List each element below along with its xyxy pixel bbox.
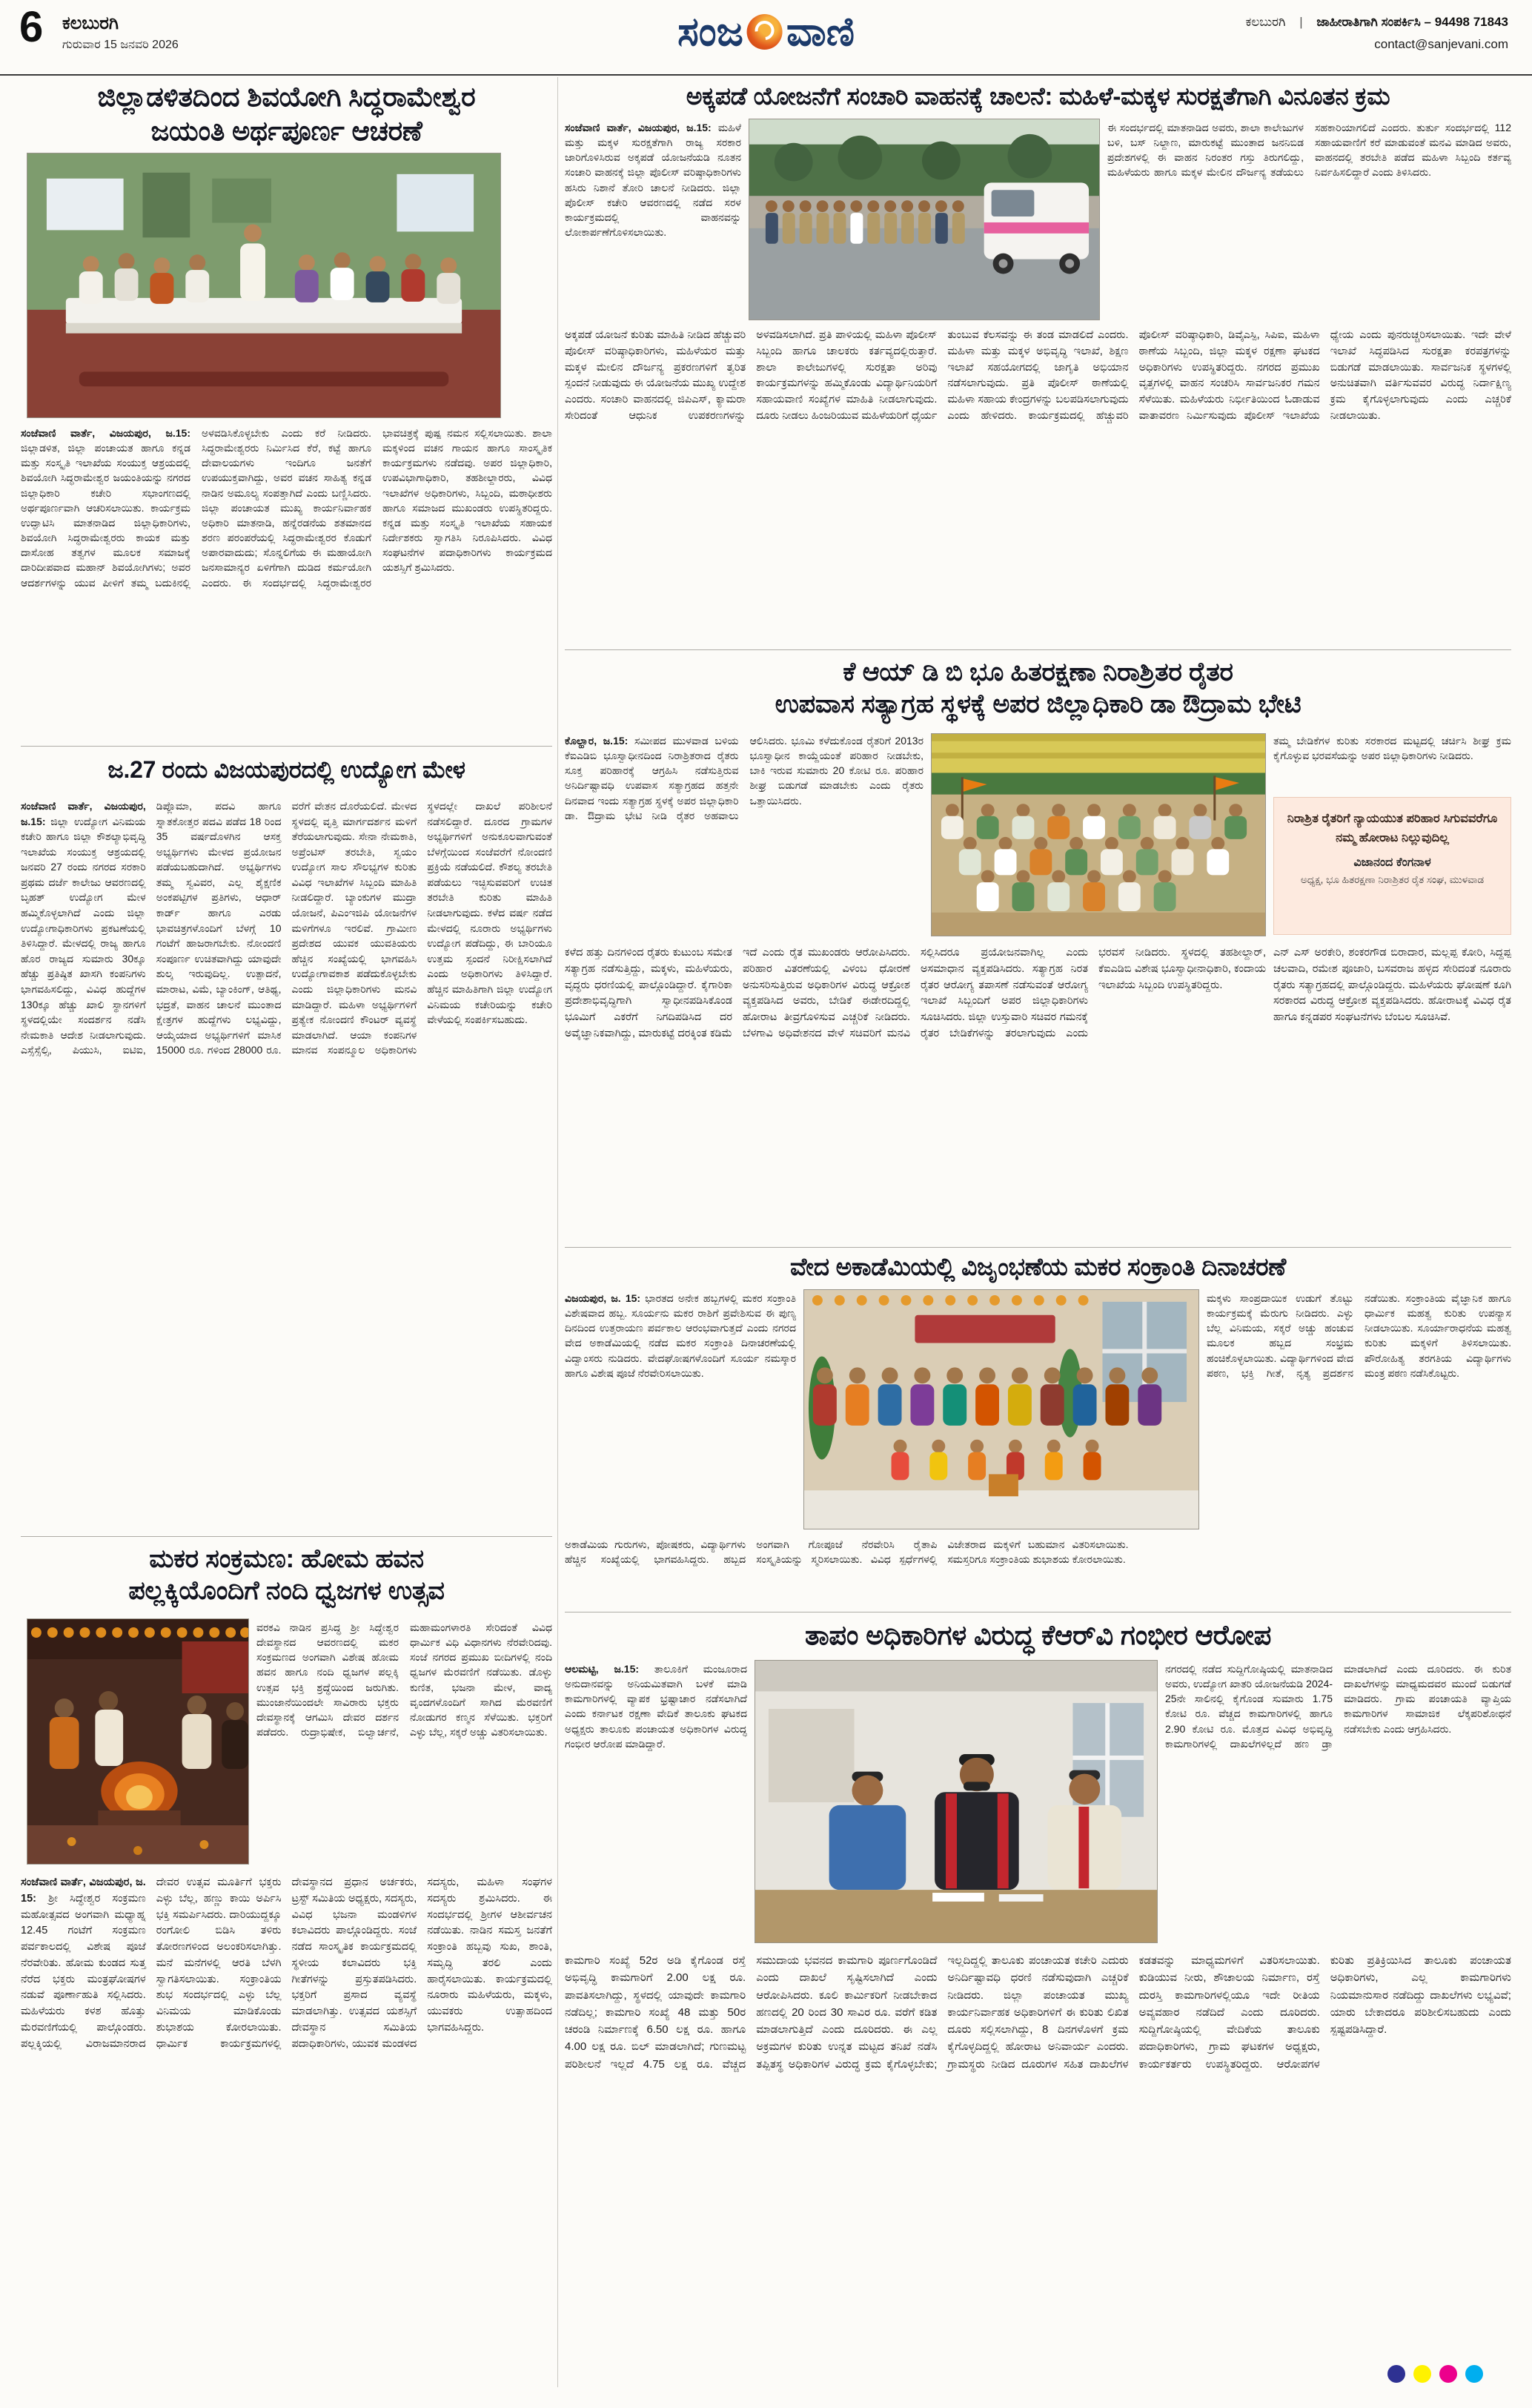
- pull-quote-role: ಅಧ್ಯಕ್ಷ, ಭೂ ಹಿತರಕ್ಷಣಾ ನಿರಾಶ್ರಿತರ ರೈತ ಸಂಘ, ಮುಳವಾಡ: [1300, 874, 1485, 886]
- contact-city: ಕಲಬುರಗಿ: [1245, 15, 1286, 29]
- tapam-body-bottom: [565, 1952, 1511, 2381]
- masthead-text-right: ವಾಣಿ: [786, 10, 855, 54]
- jobfair-headline: [21, 755, 552, 785]
- article-vehicle: [565, 79, 1511, 646]
- jobfair-body: [21, 798, 552, 1529]
- headline-line-1: ಜ.27 ರಂದು ವಿಜಯಪುರದಲ್ಲಿ ಉದ್ಯೋಗ ಮೇಳ: [107, 756, 465, 783]
- sankramana-photo: [27, 1618, 249, 1865]
- headline-line-1: ಅಕ್ಕಪಡೆ ಯೋಜನೆಗೆ ಸಂಚಾರಿ ವಾಹನಕ್ಕೆ ಚಾಲನೆ: ಮಹಿಳೆ-ಮಕ್ಕಳ ಸುರಕ್ಷತೆಗಾಗಿ ವಿನೂತನ ಕ್ರಮ: [686, 82, 1390, 110]
- headline-line-1: ಕೆ ಆಯ್ ಡಿ ಬಿ ಭೂ ಹಿತರಕ್ಷಣಾ ನಿರಾಶ್ರಿತರ ರೈತರ: [843, 658, 1233, 687]
- pull-quote-text: ನಿರಾಶ್ರಿತ ರೈತರಿಗೆ ನ್ಯಾಯಯುತ ಪರಿಹಾರ ಸಿಗುವವರೆಗೂ ನಮ್ಮ ಹೋರಾಟ ನಿಲ್ಲುವುದಿಲ್ಲ: [1287, 812, 1498, 844]
- kiadb-body-right-bottom: [1273, 945, 1511, 1239]
- byline: ಕೊಲ್ಹಾರ, ಜ.15:: [565, 735, 629, 747]
- page-number: 6: [19, 3, 44, 51]
- body-paragraph: ಎನ್ ಎಸ್ ಅರಕೇರಿ, ಶಂಕರಗೌಡ ಬಿರಾದಾರ, ಮಲ್ಲಪ್ಪ ಕೋರಿ, ಸಿದ್ದಪ್ಪ ಚಲವಾದಿ, ರಮೇಶ ಪೂಜಾರಿ, ಬಸವರಾಜ ಹಳ್ಳದ ಸೇರಿದಂತೆ ನೂರಾರು ರೈತರು ಸತ್ಯಾಗ್ರಹದಲ್ಲಿ ಪಾಲ್ಗೊಂಡಿದ್ದರು. ಮಹಿಳೆಯರು ಘೋಷಣೆ ಕೂಗಿ ಸರಕಾರದ ವಿರುದ್ಧ ಆಕ್ರೋಶ ವ್ಯಕ್ತಪಡಿಸಿದರು. ಹೋರಾಟಕ್ಕೆ ವಿವಿಧ ರೈತ ಹಾಗೂ ಕನ್ನಡಪರ ಸಂಘಟನೆಗಳು ಬೆಂಬಲ ಸೂಚಿಸಿವೆ.: [1273, 947, 1511, 1023]
- tapam-body-left: [565, 1661, 747, 1943]
- article-jayanti: [21, 79, 552, 744]
- tapam-photo: [755, 1660, 1158, 1943]
- body-paragraph: ಕಾಮಗಾರಿ ಸಂಖ್ಯೆ 52ರ ಅಡಿ ಕೈಗೊಂಡ ರಸ್ತೆ ಅಭಿವೃದ್ಧಿ ಕಾಮಗಾರಿಗೆ 2.00 ಲಕ್ಷ ರೂ. ಪಾವತಿಸಲಾಗಿದ್ದು, ಸ್ಥಳದಲ್ಲಿ ಯಾವುದೇ ಕಾಮಗಾರಿ ನಡೆದಿಲ್ಲ; ಕಾಮಗಾರಿ ಸಂಖ್ಯೆ 48 ಮತ್ತು 50ರ ಚರಂಡಿ ನಿರ್ಮಾಣಕ್ಕೆ 6.50 ಲಕ್ಷ ರೂ. ಹಾಗೂ 4.00 ಲಕ್ಷ ರೂ. ಬಿಲ್ ಮಾಡಲಾಗಿದೆ; ಗುಣಮಟ್ಟ ಪರಿಶೀಲನೆ ಇಲ್ಲದೆ 4.75 ಲಕ್ಷ ರೂ. ವೆಚ್ಚದ ಸಮುದಾಯ ಭವನದ ಕಾಮಗಾರಿ ಪೂರ್ಣಗೊಂಡಿದೆ ಎಂದು ದಾಖಲೆ ಸೃಷ್ಟಿಸಲಾಗಿದೆ ಎಂದು ಆರೋಪಿಸಿದರು. ಕೂಲಿ ಕಾರ್ಮಿಕರಿಗೆ ನೀಡಬೇಕಾದ ಹಣದಲ್ಲಿ 20 ರಿಂದ 30 ಸಾವಿರ ರೂ. ವರೆಗೆ ಕಡಿತ ಮಾಡಲಾಗುತ್ತಿದೆ ಎಂದು ದೂರಿದರು. ಈ ಎಲ್ಲ ಅಕ್ರಮಗಳ ಕುರಿತು ಉನ್ನತ ಮಟ್ಟದ ತನಿಖೆ ನಡೆಸಿ ತಪ್ಪಿತಸ್ಥ ಅಧಿಕಾರಿಗಳ ವಿರುದ್ಧ ಕ್ರಮ ಕೈಗೊಳ್ಳಬೇಕು; ಇಲ್ಲದಿದ್ದಲ್ಲಿ ತಾಲೂಕು ಪಂಚಾಯತ ಕಚೇರಿ ಎದುರು ಅನಿರ್ದಿಷ್ಟಾವಧಿ ಧರಣಿ ನಡೆಸುವುದಾಗಿ ಎಚ್ಚರಿಕೆ ನೀಡಿದರು. ಜಿಲ್ಲಾ ಪಂಚಾಯತ ಮುಖ್ಯ ಕಾರ್ಯನಿರ್ವಾಹಕ ಅಧಿಕಾರಿಗಳಿಗೆ ಈ ಕುರಿತು ಲಿಖಿತ ದೂರು ಸಲ್ಲಿಸಲಾಗಿದ್ದು, 8 ದಿನಗಳೊಳಗೆ ಕ್ರಮ ಕೈಗೊಳ್ಳದಿದ್ದಲ್ಲಿ ಹೋರಾಟ ಅನಿವಾರ್ಯ ಎಂದರು. ಗ್ರಾಮಸ್ಥರು ನೀಡಿದ ದೂರುಗಳ ಸಹಿತ ದಾಖಲೆಗಳ ಕಡತವನ್ನು ಮಾಧ್ಯಮಗಳಿಗೆ ವಿತರಿಸಲಾಯಿತು. ಕುಡಿಯುವ ನೀರು, ಶೌಚಾಲಯ ನಿರ್ಮಾಣ, ರಸ್ತೆ ದುರಸ್ತಿ ಕಾಮಗಾರಿಗಳಲ್ಲಿಯೂ ಇದೇ ರೀತಿಯ ಅವ್ಯವಹಾರ ನಡೆದಿದೆ ಎಂದು ದೂರಿದರು. ಸುದ್ದಿಗೋಷ್ಠಿಯಲ್ಲಿ ವೇದಿಕೆಯ ತಾಲೂಕು ಪದಾಧಿಕಾರಿಗಳು, ಗ್ರಾಮ ಘಟಕಗಳ ಅಧ್ಯಕ್ಷರು, ಕಾರ್ಯಕರ್ತರು ಉಪಸ್ಥಿತರಿದ್ದರು. ಆರೋಪಗಳ ಕುರಿತು ಪ್ರತಿಕ್ರಿಯಿಸಿದ ತಾಲೂಕು ಪಂಚಾಯತ ಅಧಿಕಾರಿಗಳು, ಎಲ್ಲ ಕಾಮಗಾರಿಗಳು ನಿಯಮಾನುಸಾರ ನಡೆದಿದ್ದು ದಾಖಲೆಗಳು ಲಭ್ಯವಿವೆ; ಯಾರು ಬೇಕಾದರೂ ಪರಿಶೀಲಿಸಬಹುದು ಎಂದು ಸ್ಪಷ್ಟಪಡಿಸಿದ್ದಾರೆ.: [565, 1954, 1511, 2071]
- article-sankramana: [21, 1536, 552, 2386]
- jayanti-photo: [27, 153, 501, 418]
- jayanti-body: [21, 426, 552, 741]
- byline: ಸಂಜೆವಾಣಿ ವಾರ್ತೆ, ವಿಜಯಪುರ, ಜ.15:: [21, 800, 146, 827]
- print-registration-marks: [1387, 2365, 1483, 2383]
- jayanti-headline: [21, 80, 552, 148]
- body-paragraph: ಈ ಸಂದರ್ಭದಲ್ಲಿ ಮಾತನಾಡಿದ ಅವರು, ಶಾಲಾ ಕಾಲೇಜುಗಳ ಬಳಿ, ಬಸ್ ನಿಲ್ದಾಣ, ಮಾರುಕಟ್ಟೆ ಮುಂತಾದ ಜನನಿಬಿಡ ಪ್ರದೇಶಗಳಲ್ಲಿ ಈ ವಾಹನ ನಿರಂತರ ಗಸ್ತು ತಿರುಗಲಿದ್ದು, ಮಹಿಳೆಯರು ಹಾಗೂ ಮಕ್ಕಳ ಮೇಲಿನ ದೌರ್ಜನ್ಯ ತಡೆಯಲು ಸಹಕಾರಿಯಾಗಲಿದೆ ಎಂದರು. ತುರ್ತು ಸಂದರ್ಭದಲ್ಲಿ 112 ಸಹಾಯವಾಣಿಗೆ ಕರೆ ಮಾಡುವಂತೆ ಮನವಿ ಮಾಡಿದ ಅವರು, ವಾಹನದಲ್ಲಿ ತರಬೇತಿ ಪಡೆದ ಮಹಿಳಾ ಸಿಬ್ಬಂದಿ ಕರ್ತವ್ಯ ನಿರ್ವಹಿಸಲಿದ್ದಾರೆ ಎಂದು ತಿಳಿಸಿದರು.: [1107, 122, 1511, 179]
- tapam-body-right: [1165, 1661, 1511, 1943]
- body-paragraph: ತಮ್ಮ ಬೇಡಿಕೆಗಳ ಕುರಿತು ಸರಕಾರದ ಮಟ್ಟದಲ್ಲಿ ಚರ್ಚಿಸಿ ಶೀಘ್ರ ಕ್ರಮ ಕೈಗೊಳ್ಳುವ ಭರವಸೆಯನ್ನು ಅಪರ ಜಿಲ್ಲಾಧಿಕಾರಿಗಳು ನೀಡಿದರು.: [1273, 735, 1511, 762]
- byline: ಆಲಮಟ್ಟಿ, ಜ.15:: [565, 1663, 640, 1675]
- body-paragraph: ಕಳೆದ ಹತ್ತು ದಿನಗಳಿಂದ ರೈತರು ಕುಟುಂಬ ಸಮೇತ ಸತ್ಯಾಗ್ರಹ ನಡೆಸುತ್ತಿದ್ದು, ಮಕ್ಕಳು, ಮಹಿಳೆಯರು, ವೃದ್ಧರು ಧರಣಿಯಲ್ಲಿ ಪಾಲ್ಗೊಂಡಿದ್ದಾರೆ. ಕೈಗಾರಿಕಾ ಪ್ರದೇಶಾಭಿವೃದ್ಧಿಗಾಗಿ ಸ್ವಾಧೀನಪಡಿಸಿಕೊಂಡ ಭೂಮಿಗೆ ಎಕರೆಗೆ ನಿಗದಿಪಡಿಸಿದ ದರ ಅವೈಜ್ಞಾನಿಕವಾಗಿದ್ದು, ಮಾರುಕಟ್ಟೆ ದರಕ್ಕಿಂತ ಕಡಿಮೆ ಇದೆ ಎಂದು ರೈತ ಮುಖಂಡರು ಆರೋಪಿಸಿದರು. ಪರಿಹಾರ ವಿತರಣೆಯಲ್ಲಿ ವಿಳಂಬ ಧೋರಣೆ ಅನುಸರಿಸುತ್ತಿರುವ ಅಧಿಕಾರಿಗಳ ವಿರುದ್ಧ ಆಕ್ರೋಶ ವ್ಯಕ್ತಪಡಿಸಿದ ಅವರು, ಬೇಡಿಕೆ ಈಡೇರದಿದ್ದಲ್ಲಿ ಹೋರಾಟ ತೀವ್ರಗೊಳಿಸುವ ಎಚ್ಚರಿಕೆ ನೀಡಿದರು. ಬೆಳಗಾವಿ ಅಧಿವೇಶನದ ವೇಳೆ ಸಚಿವರಿಗೆ ಮನವಿ ಸಲ್ಲಿಸಿದರೂ ಪ್ರಯೋಜನವಾಗಿಲ್ಲ ಎಂದು ಅಸಮಾಧಾನ ವ್ಯಕ್ತಪಡಿಸಿದರು. ಸತ್ಯಾಗ್ರಹ ನಿರತ ರೈತರ ಆರೋಗ್ಯ ತಪಾಸಣೆ ನಡೆಸುವಂತೆ ಆರೋಗ್ಯ ಇಲಾಖೆ ಸಿಬ್ಬಂದಿಗೆ ಅಪರ ಜಿಲ್ಲಾಧಿಕಾರಿಗಳು ಸೂಚಿಸಿದರು. ಜಿಲ್ಲಾ ಉಸ್ತುವಾರಿ ಸಚಿವರ ಗಮನಕ್ಕೆ ರೈತರ ಬೇಡಿಕೆಗಳನ್ನು ತರಲಾಗುವುದು ಎಂದು ಭರವಸೆ ನೀಡಿದರು. ಸ್ಥಳದಲ್ಲಿ ತಹಶೀಲ್ದಾರ್, ಕೆಐಎಡಿಬಿ ವಿಶೇಷ ಭೂಸ್ವಾಧೀನಾಧಿಕಾರಿ, ಕಂದಾಯ ಇಲಾಖೆಯ ಸಿಬ್ಬಂದಿ ಉಪಸ್ಥಿತರಿದ್ದರು.: [565, 947, 1266, 1039]
- edition-name: ಕಲಬುರಗಿ: [62, 13, 119, 33]
- kiadb-body-left: [565, 733, 923, 939]
- body-paragraph: ನಗರದಲ್ಲಿ ನಡೆದ ಸುದ್ದಿಗೋಷ್ಠಿಯಲ್ಲಿ ಮಾತನಾಡಿದ ಅವರು, ಉದ್ಯೋಗ ಖಾತರಿ ಯೋಜನೆಯಡಿ 2024-25ನೇ ಸಾಲಿನಲ್ಲಿ ಕೈಗೊಂಡ ಸುಮಾರು 1.75 ಕೋಟಿ ರೂ. ವೆಚ್ಚದ ಕಾಮಗಾರಿಗಳಲ್ಲಿ ಹಾಗೂ 2.90 ಕೋಟಿ ರೂ. ಮೊತ್ತದ ವಿವಿಧ ಅಭಿವೃದ್ಧಿ ಕಾಮಗಾರಿಗಳಲ್ಲಿ ದಾಖಲೆಗಳಿಲ್ಲದೆ ಹಣ ಡ್ರಾ ಮಾಡಲಾಗಿದೆ ಎಂದು ದೂರಿದರು. ಈ ಕುರಿತ ದಾಖಲೆಗಳನ್ನು ಮಾಧ್ಯಮದವರ ಮುಂದೆ ಬಿಡುಗಡೆ ಮಾಡಿದರು. ಗ್ರಾಮ ಪಂಚಾಯತಿ ವ್ಯಾಪ್ತಿಯ ಕಾಮಗಾರಿಗಳ ಸಾಮಾಜಿಕ ಲೆಕ್ಕಪರಿಶೋಧನೆ ನಡೆಸಬೇಕು ಎಂದು ಆಗ್ರಹಿಸಿದರು.: [1165, 1663, 1511, 1750]
- headline-line-2: ಜಯಂತಿ ಅರ್ಥಪೂರ್ಣ ಆಚರಣೆ: [150, 115, 422, 146]
- headline-line-1: ತಾಪಂ ಅಧಿಕಾರಿಗಳ ವಿರುದ್ಧ ಕೆಆರ್‌ವಿ ಗಂಭೀರ ಆರೋಪ: [804, 1620, 1272, 1650]
- masthead-logo: [747, 14, 783, 50]
- print-dot-4: [1465, 2365, 1483, 2383]
- divider-bar: |: [1299, 15, 1303, 29]
- contact-email: contact@sanjevani.com: [1374, 37, 1508, 51]
- veda-body-bottom: [565, 1537, 1511, 1607]
- masthead: [677, 12, 855, 52]
- body-paragraph: ಜಿಲ್ಲಾಡಳಿತ, ಜಿಲ್ಲಾ ಪಂಚಾಯತ ಹಾಗೂ ಕನ್ನಡ ಮತ್ತು ಸಂಸ್ಕೃತಿ ಇಲಾಖೆಯ ಸಂಯುಕ್ತ ಆಶ್ರಯದಲ್ಲಿ ಶಿವಯೋಗಿ ಸಿದ್ಧರಾಮೇಶ್ವರ ಜಯಂತಿಯನ್ನು ನಗರದ ಜಿಲ್ಲಾಧಿಕಾರಿ ಕಚೇರಿ ಸಭಾಂಗಣದಲ್ಲಿ ಅರ್ಥಪೂರ್ಣವಾಗಿ ಆಚರಿಸಲಾಯಿತು. ಕಾರ್ಯಕ್ರಮ ಉದ್ಘಾಟಿಸಿ ಮಾತನಾಡಿದ ಜಿಲ್ಲಾಧಿಕಾರಿಗಳು, ಶಿವಯೋಗಿ ಸಿದ್ಧರಾಮೇಶ್ವರರು ಕಾಯಕ ಮತ್ತು ದಾಸೋಹ ತತ್ವಗಳ ಮೂಲಕ ಸಮಾಜಕ್ಕೆ ದಾರಿದೀಪವಾದ ಮಹಾನ್ ಶಿವಯೋಗಿಗಳು; ಅವರ ಆದರ್ಶಗಳನ್ನು ಯುವ ಪೀಳಿಗೆ ತಮ್ಮ ಬದುಕಿನಲ್ಲಿ ಅಳವಡಿಸಿಕೊಳ್ಳಬೇಕು ಎಂದು ಕರೆ ನೀಡಿದರು. ಸಿದ್ಧರಾಮೇಶ್ವರರು ನಿರ್ಮಿಸಿದ ಕೆರೆ, ಕಟ್ಟೆ ಹಾಗೂ ದೇವಾಲಯಗಳು ಇಂದಿಗೂ ಜನತೆಗೆ ಉಪಯುಕ್ತವಾಗಿದ್ದು, ಅವರ ವಚನ ಸಾಹಿತ್ಯ ಕನ್ನಡ ನಾಡಿನ ಅಮೂಲ್ಯ ಸಂಪತ್ತಾಗಿದೆ ಎಂದು ಬಣ್ಣಿಸಿದರು. ಜಿಲ್ಲಾ ಪಂಚಾಯತ ಮುಖ್ಯ ಕಾರ್ಯನಿರ್ವಾಹಕ ಅಧಿಕಾರಿ ಮಾತನಾಡಿ, ಹನ್ನೆರಡನೆಯ ಶತಮಾನದ ಶರಣ ಪರಂಪರೆಯಲ್ಲಿ ಸಿದ್ಧರಾಮೇಶ್ವರರ ಕೊಡುಗೆ ಅಪಾರವಾದುದು; ಸೊನ್ನಲಿಗೆಯ ಈ ಮಹಾಯೋಗಿ ಜನಸಾಮಾನ್ಯರ ಏಳಿಗೆಗಾಗಿ ದುಡಿದ ಕರ್ಮಯೋಗಿ ಎಂದರು. ಈ ಸಂದರ್ಭದಲ್ಲಿ ಸಿದ್ಧರಾಮೇಶ್ವರರ ಭಾವಚಿತ್ರಕ್ಕೆ ಪುಷ್ಪ ನಮನ ಸಲ್ಲಿಸಲಾಯಿತು. ಶಾಲಾ ಮಕ್ಕಳಿಂದ ವಚನ ಗಾಯನ ಹಾಗೂ ಸಾಂಸ್ಕೃತಿಕ ಕಾರ್ಯಕ್ರಮಗಳು ನಡೆದವು. ಅಪರ ಜಿಲ್ಲಾಧಿಕಾರಿ, ಉಪವಿಭಾಗಾಧಿಕಾರಿ, ತಹಶೀಲ್ದಾರರು, ವಿವಿಧ ಇಲಾಖೆಗಳ ಅಧಿಕಾರಿಗಳು, ಸಿಬ್ಬಂದಿ, ಮಠಾಧೀಶರು ಹಾಗೂ ಸಮಾಜದ ಮುಖಂಡರು ಉಪಸ್ಥಿತರಿದ್ದರು. ಕನ್ನಡ ಮತ್ತು ಸಂಸ್ಕೃತಿ ಇಲಾಖೆಯ ಸಹಾಯಕ ನಿರ್ದೇಶಕರು ಸ್ವಾಗತಿಸಿ ನಿರೂಪಿಸಿದರು. ವಿವಿಧ ಸಂಘಟನೆಗಳ ಪದಾಧಿಕಾರಿಗಳು ಕಾರ್ಯಕ್ರಮದ ಯಶಸ್ಸಿಗೆ ಶ್ರಮಿಸಿದರು.: [21, 427, 552, 589]
- article-tapam: [565, 1612, 1511, 2386]
- body-paragraph: ಸಮೀಪದ ಮುಳವಾಡ ಬಳಿಯ ಕೆಐಎಡಿಬಿ ಭೂಸ್ವಾಧೀನದಿಂದ ನಿರಾಶ್ರಿತರಾದ ರೈತರು ಸೂಕ್ತ ಪರಿಹಾರಕ್ಕೆ ಆಗ್ರಹಿಸಿ ನಡೆಸುತ್ತಿರುವ ಅನಿರ್ದಿಷ್ಟಾವಧಿ ಉಪವಾಸ ಸತ್ಯಾಗ್ರಹದ ಹತ್ತನೇ ದಿನವಾದ ಇಂದು ಸತ್ಯಾಗ್ರಹ ಸ್ಥಳಕ್ಕೆ ಅಪರ ಜಿಲ್ಲಾಧಿಕಾರಿ ಡಾ. ಔದ್ರಾಮ ಭೇಟಿ ನೀಡಿ ರೈತರ ಅಹವಾಲು ಆಲಿಸಿದರು. ಭೂಮಿ ಕಳೆದುಕೊಂಡ ರೈತರಿಗೆ 2013ರ ಭೂಸ್ವಾಧೀನ ಕಾಯ್ದೆಯಂತೆ ಪರಿಹಾರ ನೀಡಬೇಕು, ಬಾಕಿ ಇರುವ ಸುಮಾರು 20 ಕೋಟಿ ರೂ. ಪರಿಹಾರ ಶೀಘ್ರ ಬಿಡುಗಡೆ ಮಾಡಬೇಕು ಎಂದು ರೈತರು ಒತ್ತಾಯಿಸಿದರು.: [565, 735, 923, 821]
- byline: ಸಂಜೆವಾಣಿ ವಾರ್ತೆ, ವಿಜಯಪುರ, ಜ.15:: [21, 427, 190, 439]
- vehicle-body-bottom: [565, 328, 1511, 642]
- pull-quote-name: ವಿಜಾನಂದ ಕೆಂಗನಾಳ: [1353, 856, 1431, 870]
- body-paragraph: ಮಹಿಳೆ ಮತ್ತು ಮಕ್ಕಳ ಸುರಕ್ಷತೆಗಾಗಿ ರಾಜ್ಯ ಸರಕಾರ ಜಾರಿಗೊಳಿಸಿರುವ ಅಕ್ಕಪಡೆ ಯೋಜನೆಯಡಿ ನೂತನ ಸಂಚಾರಿ ವಾಹನಕ್ಕೆ ಜಿಲ್ಲಾ ಪೊಲೀಸ್ ವರಿಷ್ಠಾಧಿಕಾರಿಗಳು ಹಸಿರು ನಿಶಾನೆ ತೋರಿ ಚಾಲನೆ ನೀಡಿದರು. ಜಿಲ್ಲಾ ಪೊಲೀಸ್ ಕಚೇರಿ ಆವರಣದಲ್ಲಿ ನಡೆದ ಸರಳ ಕಾರ್ಯಕ್ರಮದಲ್ಲಿ ವಾಹನವನ್ನು ಲೋಕಾರ್ಪಣೆಗೊಳಿಸಲಾಯಿತು.: [565, 122, 741, 239]
- print-dot-2: [1413, 2365, 1431, 2383]
- body-paragraph: ಅಕ್ಕಪಡೆ ಯೋಜನೆ ಕುರಿತು ಮಾಹಿತಿ ನೀಡಿದ ಹೆಚ್ಚುವರಿ ಪೊಲೀಸ್ ವರಿಷ್ಠಾಧಿಕಾರಿಗಳು, ಮಹಿಳೆಯರ ಮತ್ತು ಮಕ್ಕಳ ಮೇಲಿನ ದೌರ್ಜನ್ಯ ಪ್ರಕರಣಗಳಿಗೆ ತ್ವರಿತ ಸ್ಪಂದನೆ ನೀಡುವುದು ಈ ಯೋಜನೆಯ ಮುಖ್ಯ ಉದ್ದೇಶ ಎಂದರು. ಸಂಚಾರಿ ವಾಹನದಲ್ಲಿ ಜಿಪಿಎಸ್, ಕ್ಯಾಮರಾ ಸೇರಿದಂತೆ ಆಧುನಿಕ ಉಪಕರಣಗಳನ್ನು ಅಳವಡಿಸಲಾಗಿದೆ. ಪ್ರತಿ ಪಾಳಿಯಲ್ಲಿ ಮಹಿಳಾ ಪೊಲೀಸ್ ಸಿಬ್ಬಂದಿ ಹಾಗೂ ಚಾಲಕರು ಕರ್ತವ್ಯದಲ್ಲಿರುತ್ತಾರೆ. ಶಾಲಾ ಕಾಲೇಜುಗಳಲ್ಲಿ ಸುರಕ್ಷತಾ ಅರಿವು ಕಾರ್ಯಕ್ರಮಗಳನ್ನು ಹಮ್ಮಿಕೊಂಡು ವಿದ್ಯಾರ್ಥಿನಿಯರಿಗೆ ಸಹಾಯವಾಣಿ ಸಂಖ್ಯೆಗಳ ಮಾಹಿತಿ ನೀಡಲಾಗುವುದು. ದೂರು ನೀಡಲು ಹಿಂಜರಿಯುವ ಮಹಿಳೆಯರಿಗೆ ಧೈರ್ಯ ತುಂಬುವ ಕೆಲಸವನ್ನು ಈ ತಂಡ ಮಾಡಲಿದೆ ಎಂದರು. ಮಹಿಳಾ ಮತ್ತು ಮಕ್ಕಳ ಅಭಿವೃದ್ಧಿ ಇಲಾಖೆ, ಶಿಕ್ಷಣ ಇಲಾಖೆ ಸಹಯೋಗದಲ್ಲಿ ಜಾಗೃತಿ ಅಭಿಯಾನ ನಡೆಸಲಾಗುವುದು. ಪ್ರತಿ ಪೊಲೀಸ್ ಠಾಣೆಯಲ್ಲಿ ಮಹಿಳಾ ಸಹಾಯ ಕೇಂದ್ರಗಳನ್ನು ಬಲಪಡಿಸಲಾಗುವುದು ಎಂದು ಹೇಳಿದರು. ಕಾರ್ಯಕ್ರಮದಲ್ಲಿ ಹೆಚ್ಚುವರಿ ಪೊಲೀಸ್ ವರಿಷ್ಠಾಧಿಕಾರಿ, ಡಿವೈಎಸ್ಪಿ, ಸಿಪಿಐ, ಮಹಿಳಾ ಠಾಣೆಯ ಸಿಬ್ಬಂದಿ, ಜಿಲ್ಲಾ ಮಕ್ಕಳ ರಕ್ಷಣಾ ಘಟಕದ ಅಧಿಕಾರಿಗಳು ಉಪಸ್ಥಿತರಿದ್ದರು. ನಗರದ ಪ್ರಮುಖ ವೃತ್ತಗಳಲ್ಲಿ ವಾಹನ ಸಂಚರಿಸಿ ಸಾರ್ವಜನಿಕರ ಗಮನ ಸೆಳೆಯಿತು. ಮಹಿಳೆಯರು ನಿರ್ಭೀತಿಯಿಂದ ಓಡಾಡುವ ವಾತಾವರಣ ನಿರ್ಮಿಸುವುದು ಪೊಲೀಸ್ ಇಲಾಖೆಯ ಧ್ಯೇಯ ಎಂದು ಪುನರುಚ್ಚರಿಸಲಾಯಿತು. ಇದೇ ವೇಳೆ ಇಲಾಖೆ ಸಿದ್ಧಪಡಿಸಿದ ಸುರಕ್ಷತಾ ಕರಪತ್ರಗಳನ್ನು ಬಿಡುಗಡೆ ಮಾಡಲಾಯಿತು. ಸಾರ್ವಜನಿಕ ಸ್ಥಳಗಳಲ್ಲಿ ಅನುಚಿತವಾಗಿ ವರ್ತಿಸುವವರ ವಿರುದ್ಧ ನಿರ್ದಾಕ್ಷಿಣ್ಯ ಕ್ರಮ ಕೈಗೊಳ್ಳಲಾಗುವುದು ಎಂದು ಎಚ್ಚರಿಕೆ ನೀಡಲಾಯಿತು.: [565, 329, 1511, 422]
- sankramana-body-side: [256, 1620, 552, 1868]
- masthead-text-left: ಸಂಜ: [677, 10, 743, 54]
- article-veda: [565, 1247, 1511, 1609]
- veda-body-right: [1207, 1291, 1511, 1529]
- body-paragraph: ಶ್ರೀ ಸಿದ್ಧೇಶ್ವರ ಸಂಕ್ರಮಣ ಮಹೋತ್ಸವದ ಅಂಗವಾಗಿ ಮಧ್ಯಾಹ್ನ 12.45 ಗಂಟೆಗೆ ಸಂಕ್ರಮಣ ಪರ್ವಕಾಲದಲ್ಲಿ ವಿಶೇಷ ಪೂಜೆ ನೆರವೇರಿತು. ಹೋಮ ಕುಂಡದ ಸುತ್ತ ನೆರೆದ ಭಕ್ತರು ಮಂತ್ರಘೋಷಗಳ ನಡುವೆ ಪೂರ್ಣಾಹುತಿ ಸಲ್ಲಿಸಿದರು. ಮಹಿಳೆಯರು ಕಳಶ ಹೊತ್ತು ಮೆರವಣಿಗೆಯಲ್ಲಿ ಪಾಲ್ಗೊಂಡರು. ಪಲ್ಲಕ್ಕಿಯಲ್ಲಿ ವಿರಾಜಮಾನರಾದ ದೇವರ ಉತ್ಸವ ಮೂರ್ತಿಗೆ ಭಕ್ತರು ಎಳ್ಳು ಬೆಲ್ಲ, ಹಣ್ಣು ಕಾಯಿ ಅರ್ಪಿಸಿ ಭಕ್ತಿ ಸಮರ್ಪಿಸಿದರು. ದಾರಿಯುದ್ದಕ್ಕೂ ರಂಗೋಲಿ ಬಿಡಿಸಿ ತಳಿರು ತೋರಣಗಳಿಂದ ಅಲಂಕರಿಸಲಾಗಿತ್ತು. ಮನೆ ಮನೆಗಳಲ್ಲಿ ಆರತಿ ಬೆಳಗಿ ಸ್ವಾಗತಿಸಲಾಯಿತು. ಸಂಕ್ರಾಂತಿಯ ಶುಭ ಸಂದರ್ಭದಲ್ಲಿ ಎಳ್ಳು ಬೆಲ್ಲ ವಿನಿಮಯ ಮಾಡಿಕೊಂಡು ಶುಭಾಶಯ ಕೋರಲಾಯಿತು. ಧಾರ್ಮಿಕ ಕಾರ್ಯಕ್ರಮಗಳಲ್ಲಿ ದೇವಸ್ಥಾನದ ಪ್ರಧಾನ ಅರ್ಚಕರು, ಟ್ರಸ್ಟ್ ಸಮಿತಿಯ ಅಧ್ಯಕ್ಷರು, ಸದಸ್ಯರು, ವಿವಿಧ ಭಜನಾ ಮಂಡಳಿಗಳ ಕಲಾವಿದರು ಪಾಲ್ಗೊಂಡಿದ್ದರು. ಸಂಜೆ ನಡೆದ ಸಾಂಸ್ಕೃತಿಕ ಕಾರ್ಯಕ್ರಮದಲ್ಲಿ ಸ್ಥಳೀಯ ಕಲಾವಿದರು ಭಕ್ತಿ ಗೀತೆಗಳನ್ನು ಪ್ರಸ್ತುತಪಡಿಸಿದರು. ಭಕ್ತರಿಗೆ ಪ್ರಸಾದ ವ್ಯವಸ್ಥೆ ಮಾಡಲಾಗಿತ್ತು. ಉತ್ಸವದ ಯಶಸ್ಸಿಗೆ ದೇವಸ್ಥಾನ ಸಮಿತಿಯ ಪದಾಧಿಕಾರಿಗಳು, ಯುವಕ ಮಂಡಳದ ಸದಸ್ಯರು, ಮಹಿಳಾ ಸಂಘಗಳ ಸದಸ್ಯರು ಶ್ರಮಿಸಿದರು. ಈ ಸಂದರ್ಭದಲ್ಲಿ ಶ್ರೀಗಳ ಆಶೀರ್ವಚನ ನಡೆಯಿತು. ನಾಡಿನ ಸಮಸ್ತ ಜನತೆಗೆ ಸಂಕ್ರಾಂತಿ ಹಬ್ಬವು ಸುಖ, ಶಾಂತಿ, ಸಮೃದ್ಧಿ ತರಲಿ ಎಂದು ಹಾರೈಸಲಾಯಿತು. ಕಾರ್ಯಕ್ರಮದಲ್ಲಿ ನೂರಾರು ಮಹಿಳೆಯರು, ಮಕ್ಕಳು, ಯುವಕರು ಉತ್ಸಾಹದಿಂದ ಭಾಗವಹಿಸಿದ್ದರು.: [21, 1876, 552, 2050]
- center-column-rule: [557, 77, 558, 2387]
- vehicle-headline: [565, 82, 1511, 112]
- article-kiadb: [565, 649, 1511, 1244]
- byline: ಸಂಜೆವಾಣಿ ವಾರ್ತೆ, ವಿಜಯಪುರ, ಜ. 15:: [21, 1876, 146, 1905]
- issue-date: ಗುರುವಾರ 15 ಜನವರಿ 2026: [62, 39, 179, 51]
- sankramana-headline: [21, 1543, 552, 1607]
- sankramana-body-main: [21, 1875, 552, 2381]
- headline-line-2: ಪಲ್ಲಕ್ಕಿಯೊಂದಿಗೆ ನಂದಿ ಧ್ವಜಗಳ ಉತ್ಸವ: [128, 1576, 445, 1606]
- veda-headline: [565, 1252, 1511, 1283]
- body-paragraph: ಜಿಲ್ಲಾ ಉದ್ಯೋಗ ವಿನಿಮಯ ಕಚೇರಿ ಹಾಗೂ ಜಿಲ್ಲಾ ಕೌಶಲ್ಯಾಭಿವೃದ್ಧಿ ಇಲಾಖೆಯ ಸಂಯುಕ್ತ ಆಶ್ರಯದಲ್ಲಿ ಜನವರಿ 27 ರಂದು ನಗರದ ಸರಕಾರಿ ಪ್ರಥಮ ದರ್ಜೆ ಕಾಲೇಜು ಆವರಣದಲ್ಲಿ ಬೃಹತ್ ಉದ್ಯೋಗ ಮೇಳ ಹಮ್ಮಿಕೊಳ್ಳಲಾಗಿದೆ ಎಂದು ಜಿಲ್ಲಾ ಉದ್ಯೋಗಾಧಿಕಾರಿಗಳು ಪ್ರಕಟಣೆಯಲ್ಲಿ ತಿಳಿಸಿದ್ದಾರೆ. ಮೇಳದಲ್ಲಿ ರಾಜ್ಯ ಹಾಗೂ ಹೊರ ರಾಜ್ಯದ ಸುಮಾರು 30ಕ್ಕೂ ಹೆಚ್ಚು ಪ್ರತಿಷ್ಠಿತ ಖಾಸಗಿ ಕಂಪನಿಗಳು ಭಾಗವಹಿಸಲಿದ್ದು, ವಿವಿಧ ಹುದ್ದೆಗಳ 130ಕ್ಕೂ ಹೆಚ್ಚು ಖಾಲಿ ಸ್ಥಾನಗಳಿಗೆ ಸ್ಥಳದಲ್ಲಿಯೇ ಸಂದರ್ಶನ ನಡೆಸಿ ನೇಮಕಾತಿ ಆದೇಶ ನೀಡಲಾಗುವುದು. ಎಸ್ಸೆಸ್ಸೆಲ್ಸಿ, ಪಿಯುಸಿ, ಐಟಿಐ, ಡಿಪ್ಲೊಮಾ, ಪದವಿ ಹಾಗೂ ಸ್ನಾತಕೋತ್ತರ ಪದವಿ ಪಡೆದ 18 ರಿಂದ 35 ವರ್ಷದೊಳಗಿನ ಆಸಕ್ತ ಅಭ್ಯರ್ಥಿಗಳು ಮೇಳದ ಪ್ರಯೋಜನ ಪಡೆಯಬಹುದಾಗಿದೆ. ಅಭ್ಯರ್ಥಿಗಳು ತಮ್ಮ ಸ್ವವಿವರ, ಎಲ್ಲ ಶೈಕ್ಷಣಿಕ ಅಂಕಪಟ್ಟಿಗಳ ಪ್ರತಿಗಳು, ಆಧಾರ್ ಕಾರ್ಡ್ ಹಾಗೂ ಎರಡು ಭಾವಚಿತ್ರಗಳೊಂದಿಗೆ ಬೆಳಗ್ಗೆ 10 ಗಂಟೆಗೆ ಹಾಜರಾಗಬೇಕು. ನೋಂದಣಿ ಸಂಪೂರ್ಣ ಉಚಿತವಾಗಿದ್ದು ಯಾವುದೇ ಶುಲ್ಕ ಇರುವುದಿಲ್ಲ. ಉತ್ಪಾದನೆ, ಮಾರಾಟ, ವಿಮೆ, ಬ್ಯಾಂಕಿಂಗ್, ಆತಿಥ್ಯ, ಭದ್ರತೆ, ವಾಹನ ಚಾಲನೆ ಮುಂತಾದ ಕ್ಷೇತ್ರಗಳ ಹುದ್ದೆಗಳು ಲಭ್ಯವಿದ್ದು, ಆಯ್ಕೆಯಾದ ಅಭ್ಯರ್ಥಿಗಳಿಗೆ ಮಾಸಿಕ 15000 ರೂ. ಗಳಿಂದ 28000 ರೂ. ವರೆಗೆ ವೇತನ ದೊರೆಯಲಿದೆ. ಮೇಳದ ಸ್ಥಳದಲ್ಲಿ ವೃತ್ತಿ ಮಾರ್ಗದರ್ಶನ ಮಳಿಗೆ ತೆರೆಯಲಾಗುವುದು. ಸೇನಾ ನೇಮಕಾತಿ, ಅಪ್ರೆಂಟಿಸ್ ತರಬೇತಿ, ಸ್ವಯಂ ಉದ್ಯೋಗ ಸಾಲ ಸೌಲಭ್ಯಗಳ ಕುರಿತು ವಿವಿಧ ಇಲಾಖೆಗಳ ಸಿಬ್ಬಂದಿ ಮಾಹಿತಿ ನೀಡಲಿದ್ದಾರೆ. ಬ್ಯಾಂಕುಗಳ ಮುದ್ರಾ ಯೋಜನೆ, ಪಿಎಂಇಜಿಪಿ ಯೋಜನೆಗಳ ಮಳಿಗೆಗಳೂ ಇರಲಿವೆ. ಗ್ರಾಮೀಣ ಪ್ರದೇಶದ ಯುವಕ ಯುವತಿಯರು ಹೆಚ್ಚಿನ ಸಂಖ್ಯೆಯಲ್ಲಿ ಭಾಗವಹಿಸಿ ಉದ್ಯೋಗಾವಕಾಶ ಪಡೆದುಕೊಳ್ಳಬೇಕು ಎಂದು ಜಿಲ್ಲಾಧಿಕಾರಿಗಳು ಮನವಿ ಮಾಡಿದ್ದಾರೆ. ಮಹಿಳಾ ಅಭ್ಯರ್ಥಿಗಳಿಗೆ ಪ್ರತ್ಯೇಕ ನೋಂದಣಿ ಕೌಂಟರ್ ವ್ಯವಸ್ಥೆ ಮಾಡಲಾಗಿದೆ. ಆಯಾ ಕಂಪನಿಗಳ ಮಾನವ ಸಂಪನ್ಮೂಲ ಅಧಿಕಾರಿಗಳು ಸ್ಥಳದಲ್ಲೇ ದಾಖಲೆ ಪರಿಶೀಲನೆ ನಡೆಸಲಿದ್ದಾರೆ. ದೂರದ ಗ್ರಾಮಗಳ ಅಭ್ಯರ್ಥಿಗಳಿಗೆ ಅನುಕೂಲವಾಗುವಂತೆ ಬೆಳಗ್ಗೆಯಿಂದ ಸಂಜೆವರೆಗೆ ನೋಂದಣಿ ಪ್ರಕ್ರಿಯೆ ನಡೆಯಲಿದೆ. ಕೌಶಲ್ಯ ತರಬೇತಿ ಪಡೆಯಲು ಇಚ್ಛಿಸುವವರಿಗೆ ಉಚಿತ ತರಬೇತಿ ಕುರಿತು ಮಾಹಿತಿ ನೀಡಲಾಗುವುದು. ಕಳೆದ ವರ್ಷ ನಡೆದ ಮೇಳದಲ್ಲಿ ನೂರಾರು ಅಭ್ಯರ್ಥಿಗಳು ಉದ್ಯೋಗ ಪಡೆದಿದ್ದು, ಈ ಬಾರಿಯೂ ಉತ್ತಮ ಸ್ಪಂದನೆ ನಿರೀಕ್ಷಿಸಲಾಗಿದೆ ಎಂದು ಅಧಿಕಾರಿಗಳು ತಿಳಿಸಿದ್ದಾರೆ. ಹೆಚ್ಚಿನ ಮಾಹಿತಿಗಾಗಿ ಜಿಲ್ಲಾ ಉದ್ಯೋಗ ವಿನಿಮಯ ಕಚೇರಿಯನ್ನು ಕಚೇರಿ ವೇಳೆಯಲ್ಲಿ ಸಂಪರ್ಕಿಸಬಹುದು.: [21, 800, 552, 1056]
- veda-photo: [803, 1289, 1199, 1529]
- print-dot-3: [1439, 2365, 1457, 2383]
- headline-line-1: ಮಕರ ಸಂಕ್ರಮಣ: ಹೋಮ ಹವನ: [149, 1544, 424, 1573]
- pull-quote-box: [1273, 797, 1511, 935]
- body-paragraph: ತಾಲೂಕಿಗೆ ಮಂಜೂರಾದ ಅನುದಾನವನ್ನು ಅನಿಯಮಿತವಾಗಿ ಬಳಕೆ ಮಾಡಿ ಕಾಮಗಾರಿಗಳಲ್ಲಿ ವ್ಯಾಪಕ ಭ್ರಷ್ಟಾಚಾರ ನಡೆಸಲಾಗಿದೆ ಎಂದು ಕರ್ನಾಟಕ ರಕ್ಷಣಾ ವೇದಿಕೆ ತಾಲೂಕು ಘಟಕದ ಅಧ್ಯಕ್ಷರು ತಾಲೂಕು ಪಂಚಾಯತ ಅಧಿಕಾರಿಗಳ ವಿರುದ್ಧ ಗಂಭೀರ ಆರೋಪ ಮಾಡಿದ್ದಾರೆ.: [565, 1663, 747, 1750]
- headline-line-1: ಜಿಲ್ಲಾಡಳಿತದಿಂದ ಶಿವಯೋಗಿ ಸಿದ್ಧರಾಮೇಶ್ವರ: [97, 82, 476, 112]
- byline: ವಿಜಯಪುರ, ಜ. 15:: [565, 1292, 641, 1304]
- kiadb-headline: [565, 656, 1511, 721]
- kiadb-body-bottom: [565, 945, 1266, 1239]
- byline: ಸಂಜೆವಾಣಿ ವಾರ್ತೆ, ವಿಜಯಪುರ, ಜ.15:: [565, 122, 712, 133]
- kiadb-photo: [931, 733, 1266, 936]
- body-paragraph: ಭಾರತದ ಅನೇಕ ಹಬ್ಬಗಳಲ್ಲಿ ಮಕರ ಸಂಕ್ರಾಂತಿ ವಿಶೇಷವಾದ ಹಬ್ಬ. ಸೂರ್ಯನು ಮಕರ ರಾಶಿಗೆ ಪ್ರವೇಶಿಸುವ ಈ ಪುಣ್ಯ ದಿನದಿಂದ ಉತ್ತರಾಯಣ ಪರ್ವಕಾಲ ಆರಂಭವಾಗುತ್ತದೆ ಎಂದು ನಗರದ ವೇದ ಅಕಾಡೆಮಿಯಲ್ಲಿ ನಡೆದ ಮಕರ ಸಂಕ್ರಾಂತಿ ದಿನಾಚರಣೆಯಲ್ಲಿ ವಿದ್ವಾಂಸರು ನುಡಿದರು. ವೇದಘೋಷಗಳೊಂದಿಗೆ ಸೂರ್ಯ ನಮಸ್ಕಾರ ಹಾಗೂ ವಿಶೇಷ ಪೂಜೆ ನೆರವೇರಿಸಲಾಯಿತು.: [565, 1292, 796, 1379]
- page-header: [0, 0, 1532, 76]
- ad-contact-line: ಜಾಹೀರಾತಿಗಾಗಿ ಸಂಪರ್ಕಿಸಿ – 94498 71843: [1316, 15, 1508, 29]
- print-dot-1: [1387, 2365, 1405, 2383]
- body-paragraph: ವರಕವಿ ನಾಡಿನ ಪ್ರಸಿದ್ಧ ಶ್ರೀ ಸಿದ್ಧೇಶ್ವರ ದೇವಸ್ಥಾನದ ಆವರಣದಲ್ಲಿ ಮಕರ ಸಂಕ್ರಮಣದ ಅಂಗವಾಗಿ ವಿಶೇಷ ಹೋಮ ಹವನ ಹಾಗೂ ನಂದಿ ಧ್ವಜಗಳ ಪಲ್ಲಕ್ಕಿ ಉತ್ಸವ ಭಕ್ತಿ ಶ್ರದ್ಧೆಯಿಂದ ಜರುಗಿತು. ಮುಂಜಾನೆಯಿಂದಲೇ ಸಾವಿರಾರು ಭಕ್ತರು ದೇವಸ್ಥಾನಕ್ಕೆ ಆಗಮಿಸಿ ದೇವರ ದರ್ಶನ ಪಡೆದರು. ರುದ್ರಾಭಿಷೇಕ, ಬಿಲ್ವಾರ್ಚನೆ, ಮಹಾಮಂಗಳಾರತಿ ಸೇರಿದಂತೆ ವಿವಿಧ ಧಾರ್ಮಿಕ ವಿಧಿ ವಿಧಾನಗಳು ನೆರವೇರಿದವು. ಸಂಜೆ ನಗರದ ಪ್ರಮುಖ ಬೀದಿಗಳಲ್ಲಿ ನಂದಿ ಧ್ವಜಗಳ ಮೆರವಣಿಗೆ ನಡೆಯಿತು. ಡೊಳ್ಳು ಕುಣಿತ, ಭಜನಾ ಮೇಳ, ವಾದ್ಯ ವೃಂದಗಳೊಂದಿಗೆ ಸಾಗಿದ ಮೆರವಣಿಗೆ ನೋಡುಗರ ಕಣ್ಮನ ಸೆಳೆಯಿತು. ಭಕ್ತರಿಗೆ ಎಳ್ಳು ಬೆಲ್ಲ, ಸಕ್ಕರೆ ಅಚ್ಚು ವಿತರಿಸಲಾಯಿತು.: [256, 1621, 552, 1739]
- edition-block: [62, 13, 179, 52]
- tapam-headline: [565, 1618, 1511, 1653]
- body-paragraph: ಅಕಾಡೆಮಿಯ ಗುರುಗಳು, ಪೋಷಕರು, ವಿದ್ಯಾರ್ಥಿಗಳು ಹೆಚ್ಚಿನ ಸಂಖ್ಯೆಯಲ್ಲಿ ಭಾಗವಹಿಸಿದ್ದರು. ಹಬ್ಬದ ಅಂಗವಾಗಿ ಗೋಪೂಜೆ ನೆರವೇರಿಸಿ ರೈತಾಪಿ ಸಂಸ್ಕೃತಿಯನ್ನು ಸ್ಮರಿಸಲಾಯಿತು. ವಿವಿಧ ಸ್ಪರ್ಧೆಗಳಲ್ಲಿ ವಿಜೇತರಾದ ಮಕ್ಕಳಿಗೆ ಬಹುಮಾನ ವಿತರಿಸಲಾಯಿತು. ಸಮಸ್ತರಿಗೂ ಸಂಕ್ರಾಂತಿಯ ಶುಭಾಶಯ ಕೋರಲಾಯಿತು.: [565, 1538, 1129, 1566]
- contact-info: [1246, 15, 1508, 52]
- body-paragraph: ಮಕ್ಕಳು ಸಾಂಪ್ರದಾಯಿಕ ಉಡುಗೆ ತೊಟ್ಟು ಕಾರ್ಯಕ್ರಮಕ್ಕೆ ಮೆರುಗು ನೀಡಿದರು. ಎಳ್ಳು ಬೆಲ್ಲ ವಿನಿಮಯ, ಸಕ್ಕರೆ ಅಚ್ಚು ಹಂಚುವ ಮೂಲಕ ಹಬ್ಬದ ಸಂಭ್ರಮ ಹಂಚಿಕೊಳ್ಳಲಾಯಿತು. ವಿದ್ಯಾರ್ಥಿಗಳಿಂದ ವೇದ ಪಠಣ, ಭಕ್ತಿ ಗೀತೆ, ನೃತ್ಯ ಪ್ರದರ್ಶನ ನಡೆಯಿತು. ಸಂಕ್ರಾಂತಿಯ ವೈಜ್ಞಾನಿಕ ಹಾಗೂ ಧಾರ್ಮಿಕ ಮಹತ್ವ ಕುರಿತು ಉಪನ್ಯಾಸ ನೀಡಲಾಯಿತು. ಸೂರ್ಯಾರಾಧನೆಯ ಮಹತ್ವ ಕುರಿತು ಮಕ್ಕಳಿಗೆ ತಿಳಿಸಲಾಯಿತು. ಪೌರೋಹಿತ್ಯ ತರಗತಿಯ ವಿದ್ಯಾರ್ಥಿಗಳು ಮಂತ್ರ ಪಠಣ ನಡೆಸಿಕೊಟ್ಟರು.: [1207, 1292, 1511, 1379]
- headline-line-1: ವೇದ ಅಕಾಡೆಮಿಯಲ್ಲಿ ವಿಜೃಂಭಣೆಯ ಮಕರ ಸಂಕ್ರಾಂತಿ ದಿನಾಚರಣೆ: [789, 1253, 1287, 1280]
- vehicle-photo: [749, 119, 1100, 320]
- vehicle-body-left: [565, 120, 741, 322]
- veda-body-left: [565, 1291, 796, 1529]
- headline-line-2: ಉಪವಾಸ ಸತ್ಯಾಗ್ರಹ ಸ್ಥಳಕ್ಕೆ ಅಪರ ಜಿಲ್ಲಾಧಿಕಾರಿ ಡಾ ಔದ್ರಾಮ ಭೇಟಿ: [775, 689, 1301, 719]
- kiadb-body-right-top: [1273, 733, 1511, 793]
- article-jobfair: [21, 746, 552, 1535]
- vehicle-body-right: [1107, 120, 1511, 322]
